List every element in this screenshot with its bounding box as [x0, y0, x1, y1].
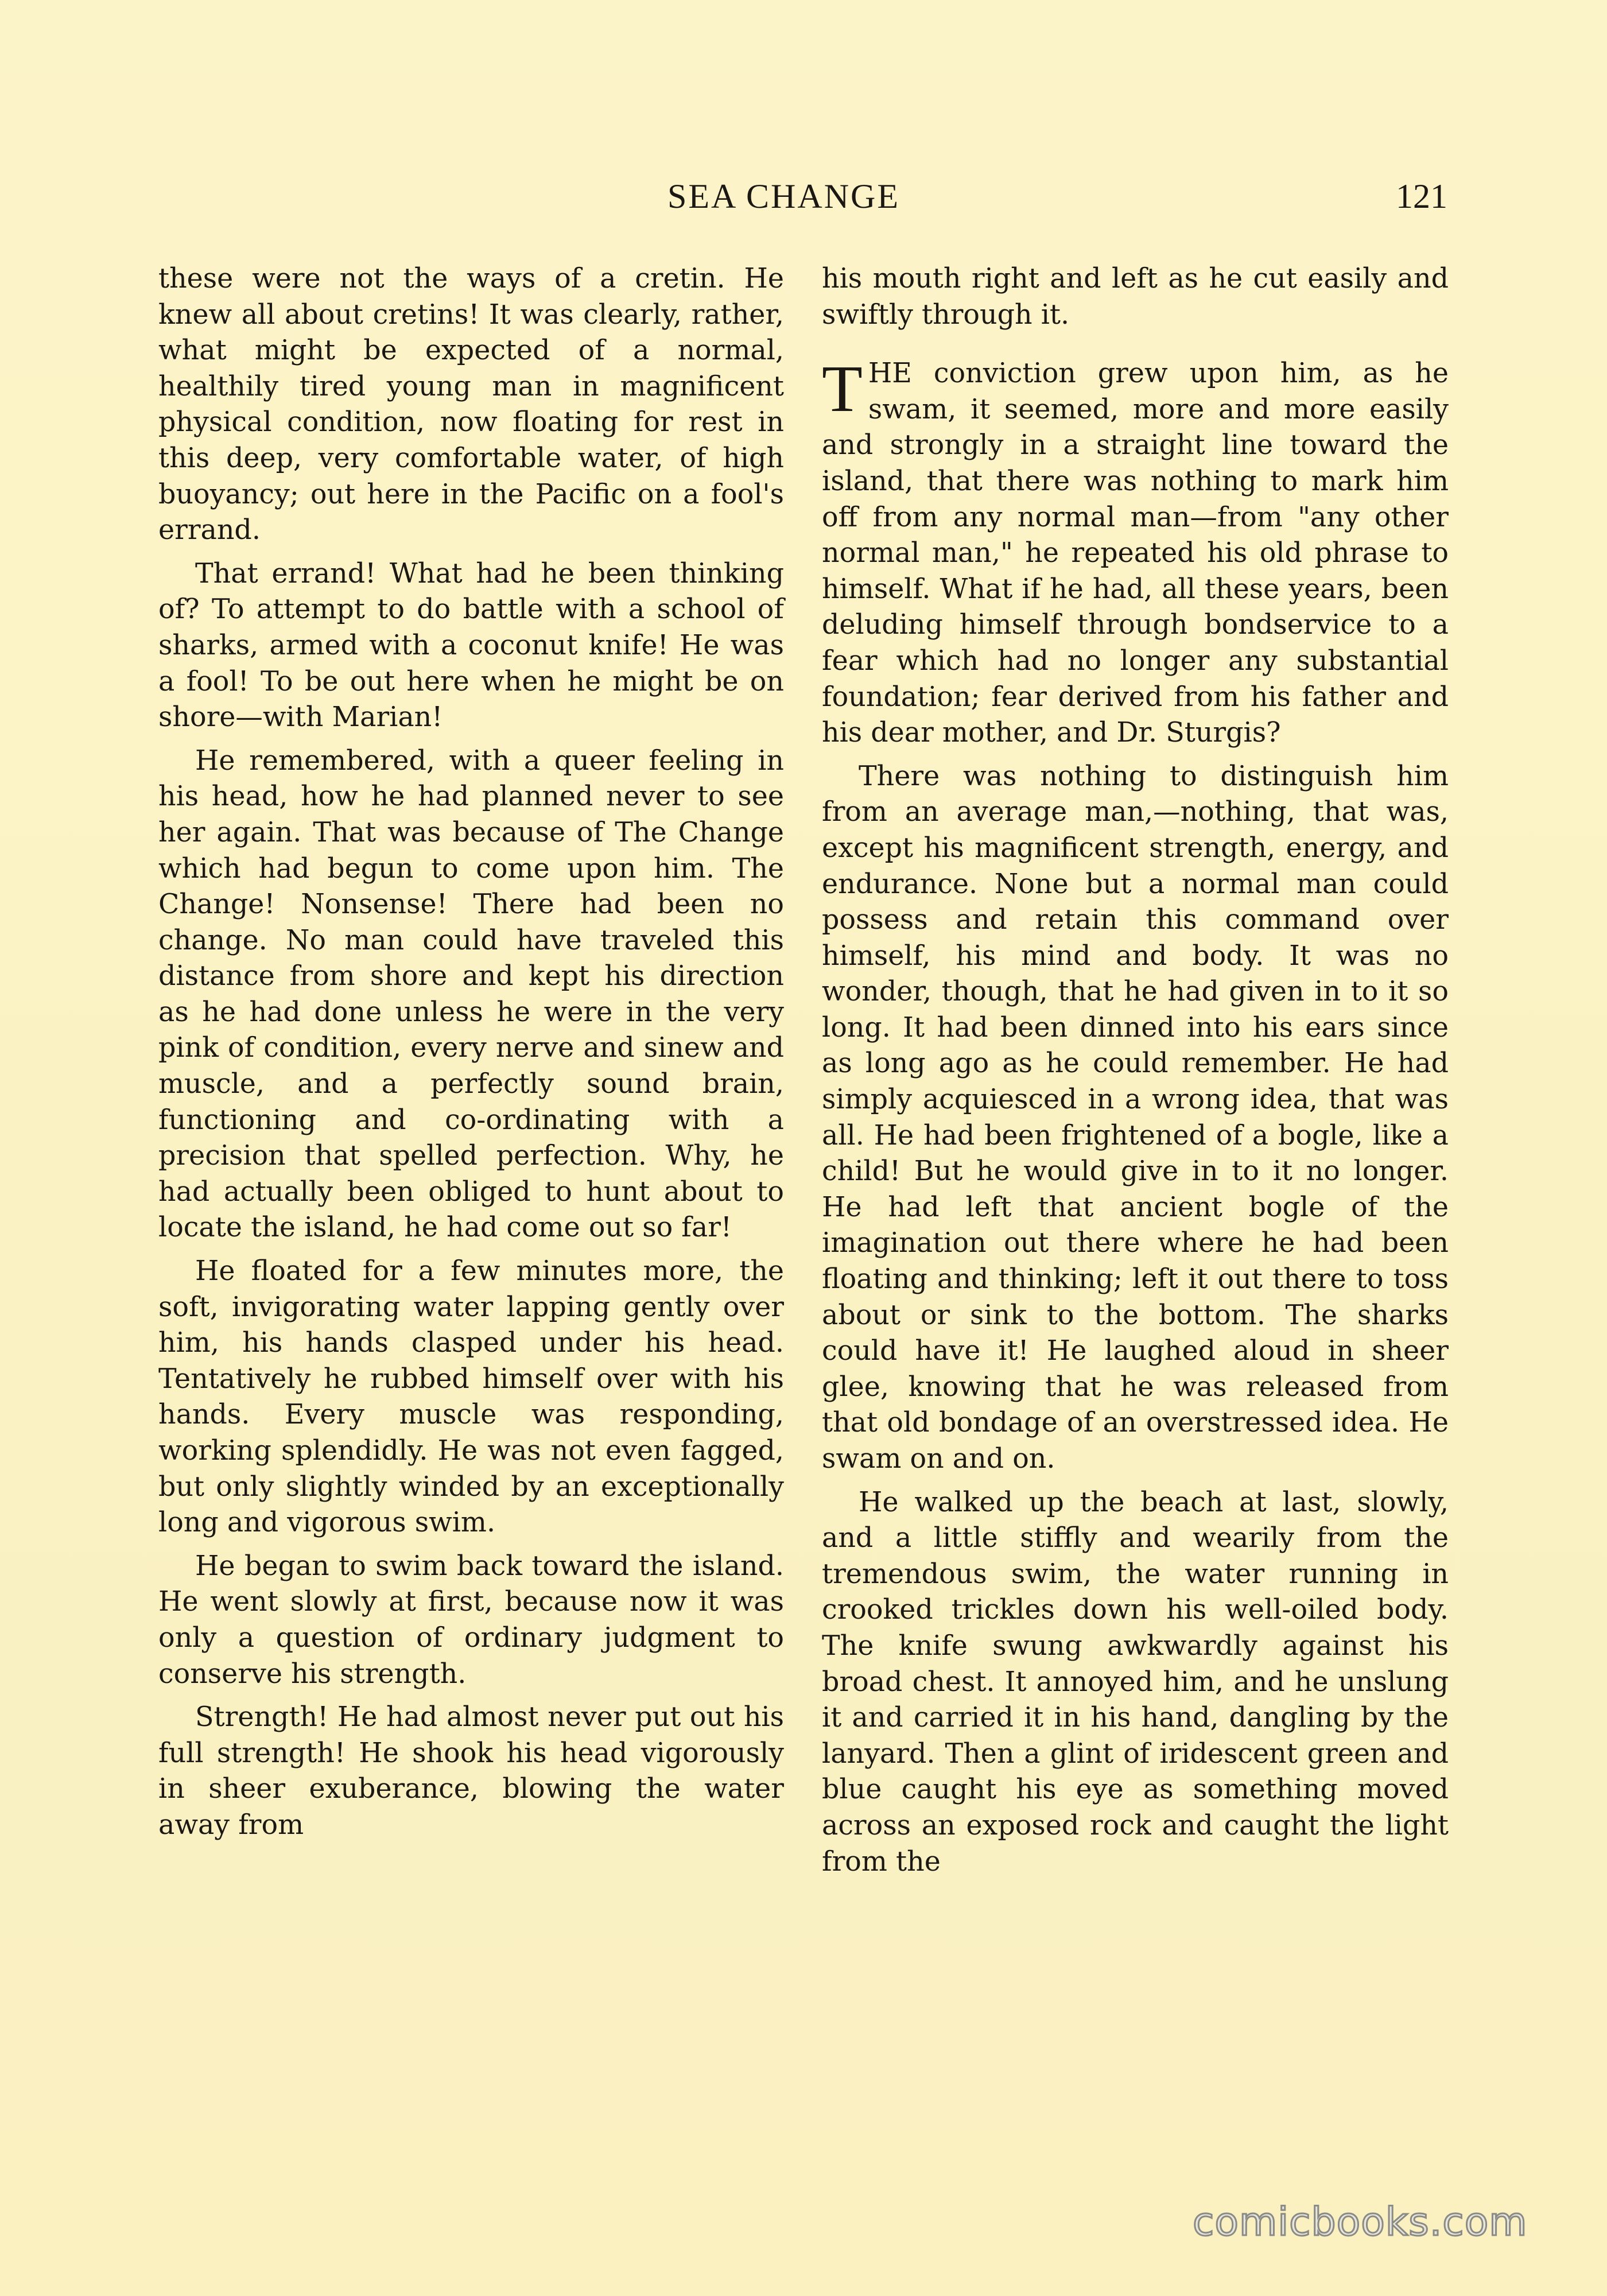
page-number: 121	[1396, 177, 1447, 215]
paragraph: There was nothing to distinguish him from an average man,—nothing, that was, except his magnificent strength, energy, and endurance. None but a normal man could possess and retain this command over himself, his mind and body. It was no wonder, though, that he had given in to it so long. It had been dinned into his ears since as long ago as he could remember. He had simply acquiesced in a wrong idea, that was all. He had been frightened of a bogle, like a child! But he would give in to it no longer. He had left that ancient bogle of the imagination out there where he had been floating and thinking; left it out there to toss about or sink to the bottom. The sharks could have it! He laughed aloud in sheer glee, knowing that he was released from that old bondage of an overstressed idea. He swam on and on.	[822, 760, 1449, 1475]
left-column	[158, 261, 784, 1851]
paragraph: He began to swim back toward the island. He went slowly at first, because now it was only a question of ordinary judgment to conserve his strength.	[158, 1550, 784, 1690]
paragraph: He remembered, with a queer feeling in his head, how he had planned never to see her again. That was because of The Change which had begun to come upon him. The Change! Nonsense! There had been no change. No man could have traveled this distance from shore and kept his direction as he had done unless he were in the very pink of condition, every nerve and sinew and muscle, and a perfectly sound brain, functioning and co-ordinating with a precision that spelled perfection. Why, he had actually been obliged to hunt about to locate the island, he had come out so far!	[158, 744, 784, 1244]
paragraph: He walked up the beach at last, slowly, and a little stiffly and wearily from the tremendous swim, the water running in crooked trickles down his well-oiled body. The knife swung awkwardly against his broad chest. It annoyed him, and he unslung it and carried it in his hand, dangling by the lanyard. Then a glint of iridescent green and blue caught his eye as something moved across an exposed rock and caught the light from the	[822, 1486, 1449, 1878]
paragraph: these were not the ways of a cretin. He knew all about cretins! It was clearly, rather, what might be expected of a normal, healthily tired young man in magnificent physical condition, now floating for rest in this deep, very comfortable water, of high buoyancy; out here in the Pacific on a fool's errand.	[158, 263, 784, 546]
watermark: comicbooks.com	[1193, 2200, 1528, 2245]
running-title: SEA CHANGE	[667, 177, 900, 215]
paragraph: Strength! He had almost never put out his full strength! He shook his head vigorously in sheer exuberance, blowing the water away from	[158, 1701, 784, 1841]
drop-cap: T	[822, 352, 863, 426]
right-column	[822, 261, 1449, 1887]
section-opening-paragraph	[822, 352, 1449, 751]
paragraph: That errand! What had he been thinking of? To attempt to do battle with a school of sharks, armed with a coconut knife! He was a fool! To be out here when he might be on shore—with Marian!	[158, 557, 784, 734]
section-opening-text: HE conviction grew upon him, as he swam, it seemed, more and more easily and strongly in a straight line toward the island, that there was nothing to mark him off from any normal man—from "any other normal man," he repeated his old phrase to himself. What if he had, all these years, been deluding himself through bondservice to a fear which had no longer any substantial foundation; fear derived from his father and his dear mother, and Dr. Sturgis?	[822, 358, 1449, 749]
paragraph-continuation: his mouth right and left as he cut easily and swiftly through it.	[822, 263, 1449, 331]
paragraph: He floated for a few minutes more, the soft, invigorating water lapping gently over him, his hands clasped under his head. Tentatively he rubbed himself over with his hands. Every muscle was responding, working splendidly. He was not even fagged, but only slightly winded by an exceptionally long and vigorous swim.	[158, 1255, 784, 1539]
